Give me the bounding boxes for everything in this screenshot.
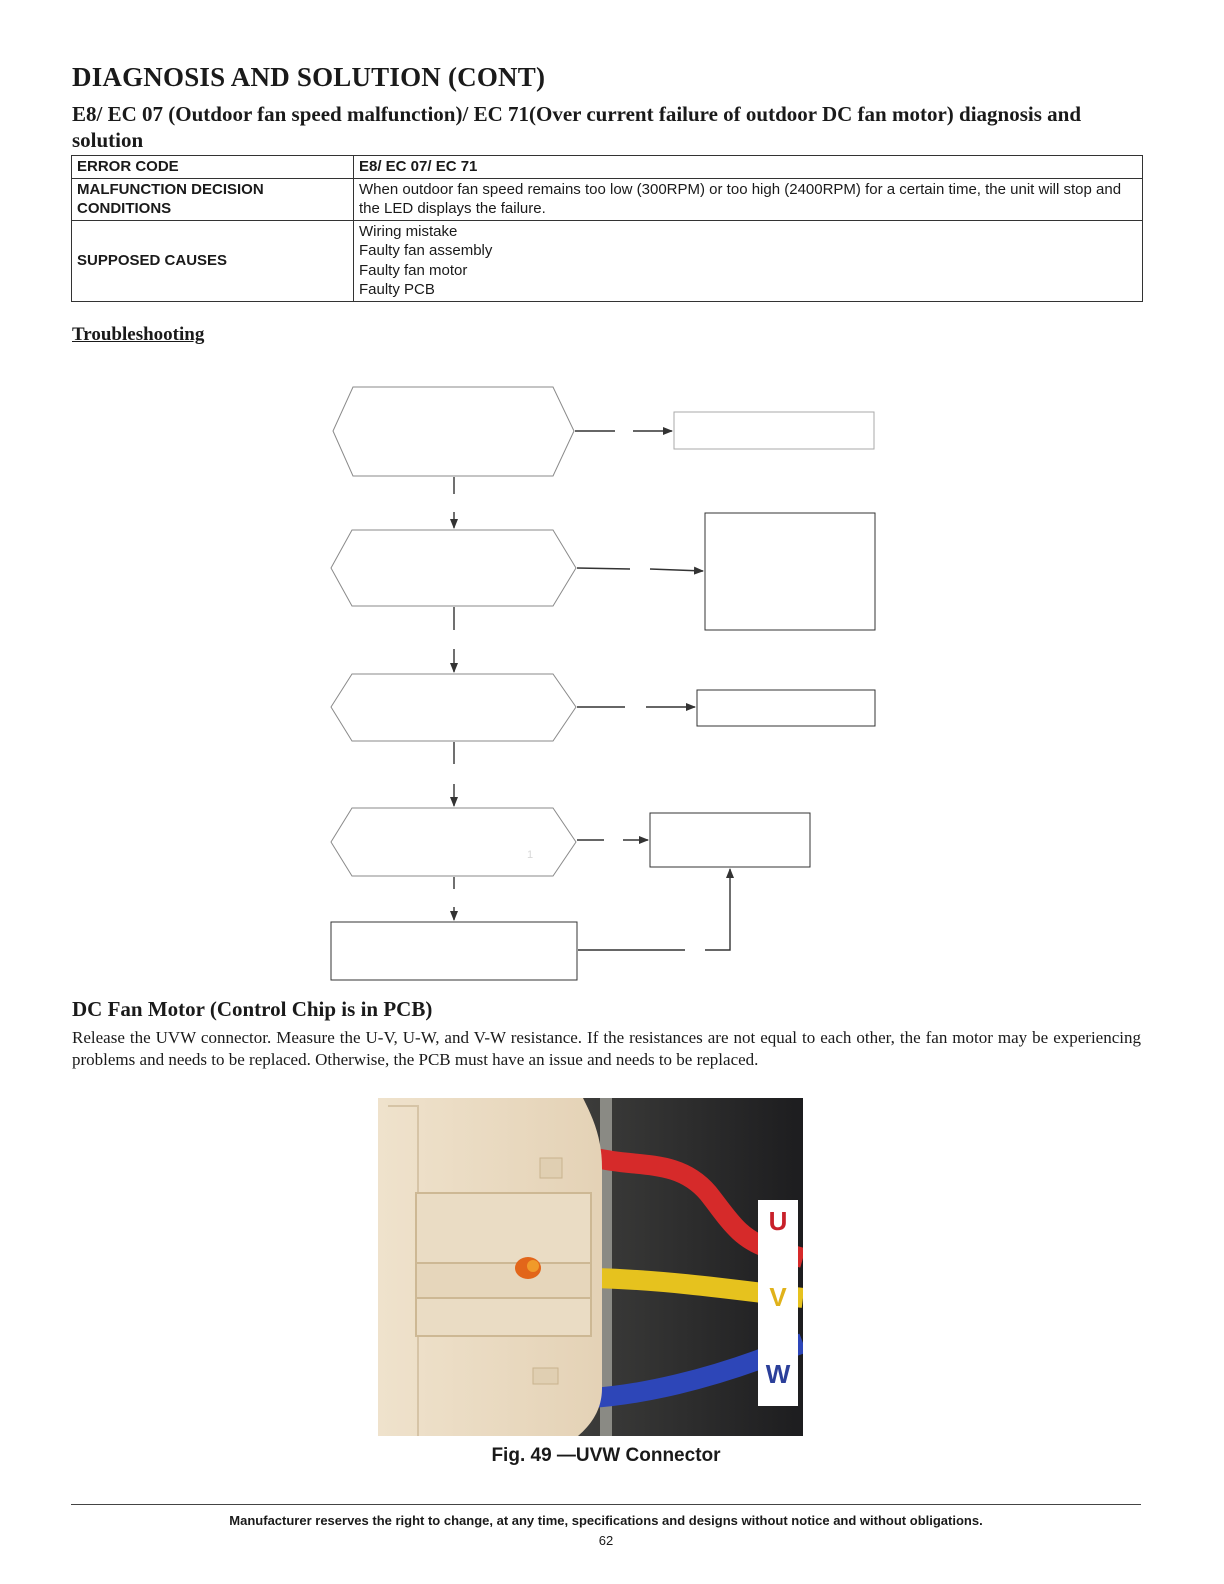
troubleshooting-heading: Troubleshooting [72,324,205,345]
table-value-cell: When outdoor fan speed remains too low (300RPM) or too high (2400RPM) for a certain time, the unit will stop and the LED displays the failure. [354,178,1143,220]
footer-divider [71,1504,1141,1505]
result-box-2 [705,513,875,630]
footer-notice: Manufacturer reserves the right to change, at any time, specifications and designs without notice and without obligations. [229,1513,983,1528]
connector-line [577,568,630,569]
label-w: W [765,1359,791,1389]
table-label-cell: MALFUNCTION DECISION CONDITIONS [72,178,354,220]
result-box-1 [674,412,874,449]
page-number: 62 [598,1533,614,1548]
result-box-3 [697,690,875,726]
troubleshooting-flowchart [0,370,1224,990]
table-label-cell: ERROR CODE [72,156,354,179]
table-value-cell [354,220,1143,301]
table-row [72,156,1143,179]
error-info-table [71,155,1143,302]
faint-mark: 1 [527,849,534,861]
table-row [72,220,1143,301]
decision-hexagon-3 [331,674,576,741]
label-u: U [768,1206,788,1236]
decision-hexagon-2 [331,530,576,606]
uvw-connector-photo [378,1098,803,1436]
action-box-bottom [331,922,577,980]
decision-hexagon-1 [333,387,574,476]
dc-fan-paragraph: Release the UVW connector. Measure the U-V, U-W, and V-W resistance. If the resistances are not equal to each other, the fan motor may be experiencing problems and needs to be replaced. Otherwise, the PCB must have an issue and needs to be replaced. [72,1028,1141,1069]
decision-hexagon-4 [331,808,576,876]
label-v: V [769,1282,787,1312]
page-title: DIAGNOSIS AND SOLUTION (CONT) [72,62,546,92]
cause-item: Faulty PCB [359,281,435,298]
section-subtitle: E8/ EC 07 (Outdoor fan speed malfunction)/ EC 71(Over current failure of outdoor DC fan motor) diagnosis and solution [72,102,1082,152]
cause-item: Wiring mistake [359,222,458,240]
connector-arrow [705,869,730,950]
table-row [72,178,1143,220]
cause-item: Faulty fan assembly [359,242,493,259]
table-label-cell: SUPPOSED CAUSES [72,220,354,301]
table-value-cell [354,156,1143,179]
cause-item: Faulty fan motor [359,261,468,279]
result-box-4 [650,813,810,867]
connector-arrow [650,569,703,571]
error-code-value: E8/ EC 07/ EC 71 [359,158,478,175]
figure-caption: Fig. 49 —UVW Connector [491,1445,721,1466]
dc-fan-heading: DC Fan Motor (Control Chip is in PCB) [72,997,433,1021]
